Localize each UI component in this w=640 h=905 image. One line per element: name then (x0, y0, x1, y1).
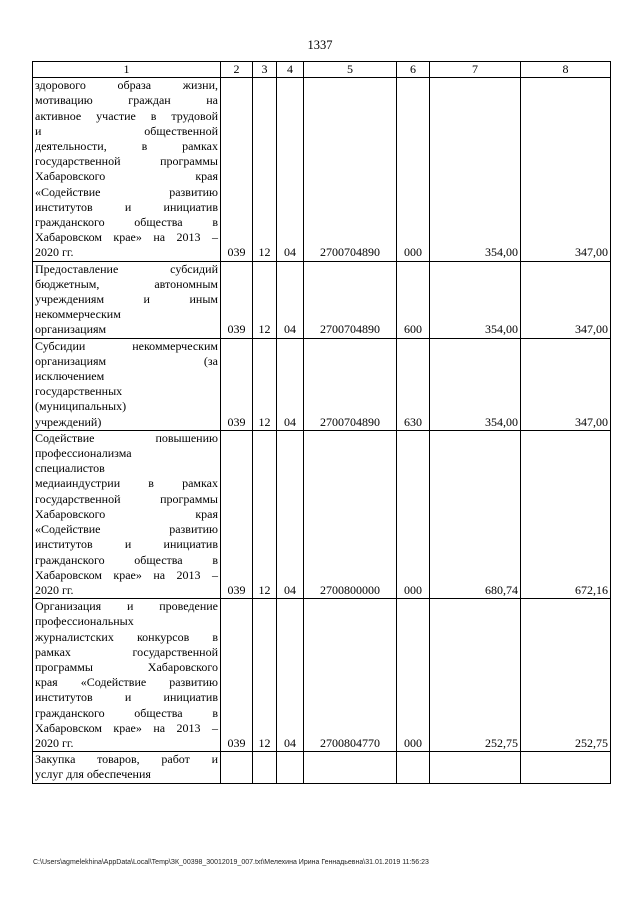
description-line: «Содействие развитию (35, 184, 218, 199)
ministry-code (221, 752, 253, 783)
table-row (33, 752, 611, 783)
expense-type-code: 000 (397, 430, 430, 598)
row-description (33, 752, 221, 783)
row-description (33, 338, 221, 430)
page-number: 1337 (307, 38, 333, 52)
description-line: Организация и проведение (35, 599, 218, 614)
description-line: бюджетным, автономным (35, 276, 218, 291)
ministry-code: 039 (221, 78, 253, 261)
subsection-code: 04 (277, 430, 304, 598)
description-line: программы Хабаровского (35, 659, 218, 674)
description-line: Хабаровского края (35, 169, 218, 184)
description-line: Хабаровском крае» на 2013 – (35, 567, 218, 582)
description-line: государственной программы (35, 154, 218, 169)
table-row (33, 599, 611, 752)
description-line: учреждений) (35, 414, 102, 429)
subsection-code: 04 (277, 338, 304, 430)
description-line: медиаиндустрии в рамках (35, 476, 218, 491)
expense-type-code: 000 (397, 599, 430, 752)
description-line: 2020 гг. (35, 582, 74, 597)
description-line: гражданского общества в (35, 215, 218, 230)
table-row (33, 338, 611, 430)
ministry-code: 039 (221, 430, 253, 598)
column-header: 8 (521, 62, 611, 78)
column-header: 2 (221, 62, 253, 78)
ministry-code: 039 (221, 338, 253, 430)
description-line: услуг для обеспечения (35, 767, 151, 782)
description-line: профессиональных (35, 614, 134, 629)
description-line: некоммерческим (35, 307, 121, 322)
subsection-code: 04 (277, 78, 304, 261)
amount-planned: 252,75 (430, 599, 521, 752)
table-row (33, 430, 611, 598)
description-line: учреждениям и иным (35, 292, 218, 307)
description-line: Субсидии некоммерческим (35, 338, 218, 353)
subsection-code: 04 (277, 261, 304, 338)
expense-type-code: 600 (397, 261, 430, 338)
ministry-code: 039 (221, 261, 253, 338)
description-line: 2020 гг. (35, 245, 74, 260)
description-line: гражданского общества в (35, 705, 218, 720)
target-article-code: 2700704890 (304, 78, 397, 261)
description-line: институтов и инициатив (35, 537, 218, 552)
description-line: Предоставление субсидий (35, 261, 218, 276)
section-code: 12 (253, 430, 277, 598)
amount-planned: 354,00 (430, 338, 521, 430)
column-header: 7 (430, 62, 521, 78)
column-header: 6 (397, 62, 430, 78)
target-article-code (304, 752, 397, 783)
description-line: (муниципальных) (35, 399, 127, 414)
row-description (33, 430, 221, 598)
target-article-code: 2700804770 (304, 599, 397, 752)
description-line: Содействие повышению (35, 430, 218, 445)
column-header: 1 (33, 62, 221, 78)
description-line: профессионализма (35, 446, 132, 461)
description-line: мотивацию граждан на (35, 93, 218, 108)
target-article-code: 2700800000 (304, 430, 397, 598)
description-line: журналистских конкурсов в (35, 629, 218, 644)
column-header: 4 (277, 62, 304, 78)
amount-planned: 680,74 (430, 430, 521, 598)
amount-planned (430, 752, 521, 783)
budget-table (32, 61, 611, 784)
file-path-footer: C:\Users\agmelekhina\AppData\Local\Temp\ЗК_00398_30012019_007.txt\Мелехина Ирина Геннадьевна\31.01.2019 11:56:23 (33, 859, 429, 866)
description-line: рамках государственной (35, 644, 218, 659)
row-description (33, 78, 221, 261)
description-line: и общественной (35, 123, 218, 138)
target-article-code: 2700704890 (304, 338, 397, 430)
description-line: здорового образа жизни, (35, 78, 218, 93)
row-description (33, 599, 221, 752)
description-line: организациям (35, 322, 107, 337)
amount-executed: 347,00 (521, 338, 611, 430)
description-line: государственной программы (35, 491, 218, 506)
description-line: государственных (35, 384, 123, 399)
section-code: 12 (253, 338, 277, 430)
section-code: 12 (253, 78, 277, 261)
description-line: Хабаровского края (35, 506, 218, 521)
description-line: 2020 гг. (35, 735, 74, 750)
description-line: исключением (35, 369, 105, 384)
description-line: институтов и инициатив (35, 690, 218, 705)
amount-executed (521, 752, 611, 783)
amount-planned: 354,00 (430, 261, 521, 338)
expense-type-code (397, 752, 430, 783)
target-article-code: 2700704890 (304, 261, 397, 338)
amount-executed: 672,16 (521, 430, 611, 598)
table-row (33, 261, 611, 338)
column-header: 3 (253, 62, 277, 78)
ministry-code: 039 (221, 599, 253, 752)
amount-planned: 354,00 (430, 78, 521, 261)
expense-type-code: 000 (397, 78, 430, 261)
table-header-row (33, 62, 611, 78)
description-line: «Содействие развитию (35, 522, 218, 537)
description-line: Закупка товаров, работ и (35, 752, 218, 767)
section-code: 12 (253, 261, 277, 338)
description-line: гражданского общества в (35, 552, 218, 567)
description-line: институтов и инициатив (35, 199, 218, 214)
expense-type-code: 630 (397, 338, 430, 430)
section-code (253, 752, 277, 783)
description-line: активное участие в трудовой (35, 108, 218, 123)
description-line: деятельности, в рамках (35, 139, 218, 154)
description-line: Хабаровском крае» на 2013 – (35, 230, 218, 245)
section-code: 12 (253, 599, 277, 752)
description-line: организациям (за (35, 353, 218, 368)
description-line: специалистов (35, 461, 105, 476)
amount-executed: 347,00 (521, 261, 611, 338)
amount-executed: 347,00 (521, 78, 611, 261)
row-description (33, 261, 221, 338)
description-line: края «Содействие развитию (35, 675, 218, 690)
description-line: Хабаровском крае» на 2013 – (35, 720, 218, 735)
table-row (33, 78, 611, 261)
column-header: 5 (304, 62, 397, 78)
subsection-code (277, 752, 304, 783)
subsection-code: 04 (277, 599, 304, 752)
amount-executed: 252,75 (521, 599, 611, 752)
